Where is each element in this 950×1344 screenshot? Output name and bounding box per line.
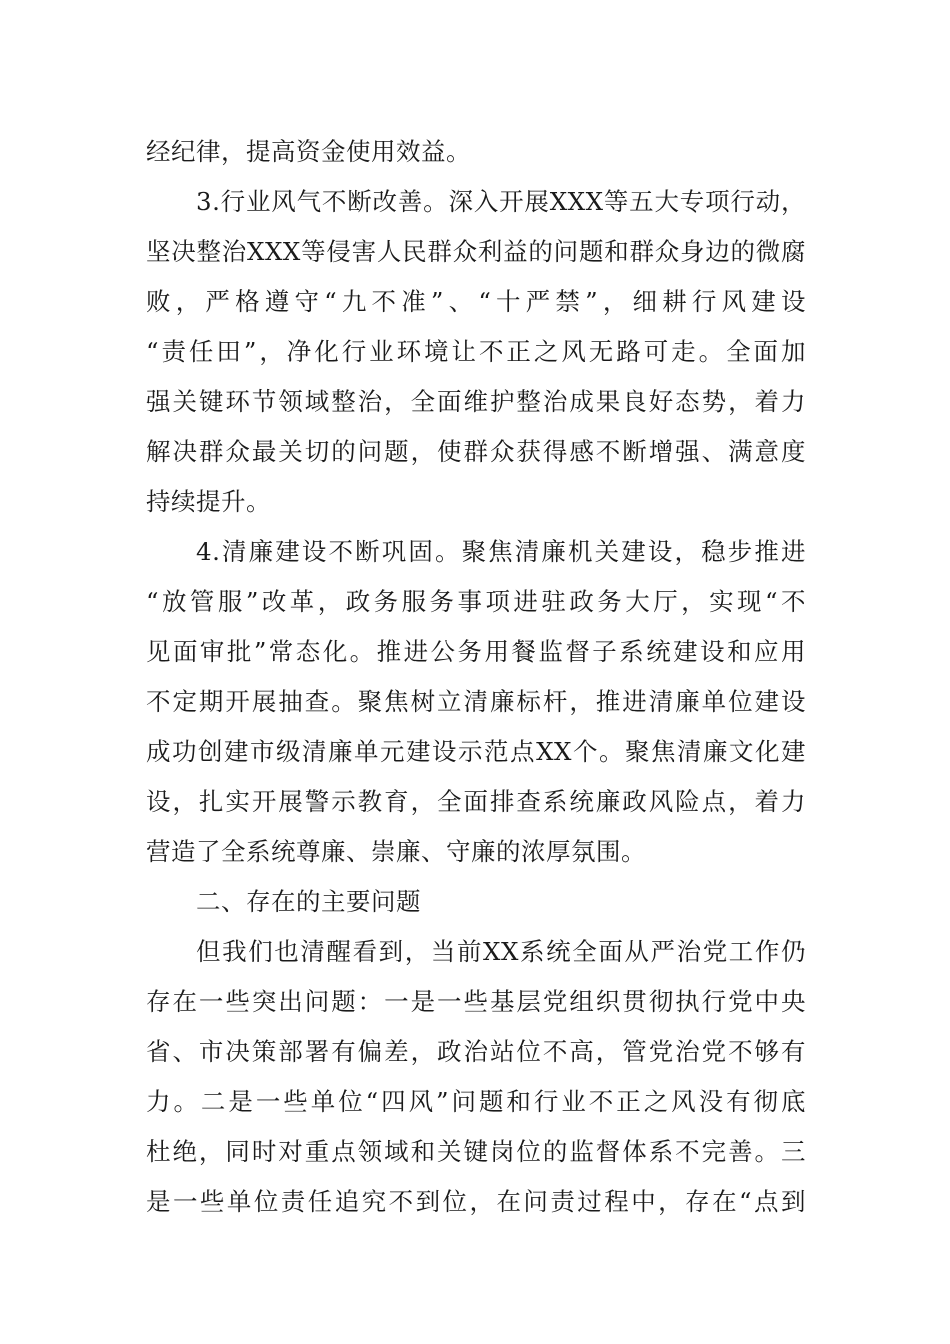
paragraph-line: 坚决整治XXX等侵害人民群众利益的问题和群众身边的微腐 [146,237,806,266]
paragraph-line: 杜绝，同时对重点领域和关键岗位的监督体系不完善。三 [146,1137,806,1166]
paragraph-line: 省、市决策部署有偏差，政治站位不高，管党治党不够有 [146,1037,806,1066]
paragraph-line: 设，扎实开展警示教育，全面排查系统廉政风险点，着力 [146,787,806,816]
paragraph-line: 败，严格遵守“九不准”、“十严禁”，细耕行风建设 [146,287,806,316]
paragraph-line: 解决群众最关切的问题，使群众获得感不断增强、满意度 [146,437,806,466]
paragraph-line: “放管服”改革，政务服务事项进驻政务大厅，实现“不 [146,587,806,616]
paragraph-line: 强关键环节领域整治，全面维护整治成果良好态势，着力 [146,387,806,416]
paragraph-line: 经纪律，提高资金使用效益。 [146,137,471,166]
section-heading: 二、存在的主要问题 [196,887,421,916]
paragraph-line: 4.清廉建设不断巩固。聚焦清廉机关建设，稳步推进 [196,537,806,566]
paragraph-line: 不定期开展抽查。聚焦树立清廉标杆，推进清廉单位建设 [146,687,806,716]
paragraph-line: “责任田”，净化行业环境让不正之风无路可走。全面加 [146,337,806,366]
paragraph-line: 力。二是一些单位“四风”问题和行业不正之风没有彻底 [146,1087,806,1116]
paragraph-line: 是一些单位责任追究不到位，在问责过程中，存在“点到 [146,1187,806,1216]
paragraph-line: 营造了全系统尊廉、崇廉、守廉的浓厚氛围。 [146,837,646,866]
paragraph-line: 持续提升。 [146,487,271,516]
paragraph-line: 成功创建市级清廉单元建设示范点XX个。聚焦清廉文化建 [146,737,806,766]
paragraph-line: 但我们也清醒看到，当前XX系统全面从严治党工作仍 [196,937,806,966]
paragraph-line: 3.行业风气不断改善。深入开展XXX等五大专项行动， [196,187,806,216]
paragraph-line: 存在一些突出问题：一是一些基层党组织贯彻执行党中央 [146,987,806,1016]
paragraph-line: 见面审批”常态化。推进公务用餐监督子系统建设和应用 [146,637,806,666]
